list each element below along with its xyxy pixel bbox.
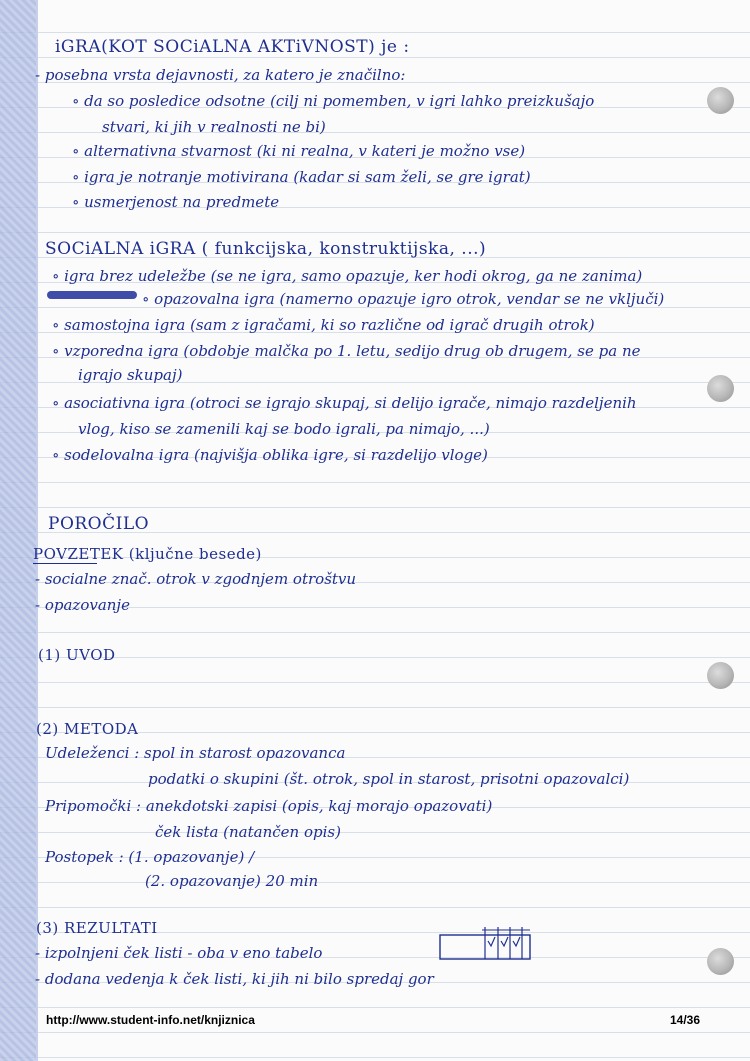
section-metoda: (2) METODA — [36, 720, 139, 738]
note-line: - posebna vrsta dejavnosti, za katero je značilno: — [35, 66, 406, 84]
note-line: - dodana vedenja k ček listi, ki jih ni bilo spredaj gor — [35, 970, 434, 988]
section-rezultati: (3) REZULTATI — [36, 919, 158, 937]
note-line: igrajo skupaj) — [78, 366, 183, 384]
note-line: - opazovanje — [35, 596, 130, 614]
page-edge-strip — [0, 0, 36, 1061]
note-line: ∘ sodelovalna igra (najvišja oblika igre, si razdelijo vloge) — [52, 446, 488, 464]
note-line: ∘ igra brez udeležbe (se ne igra, samo opazuje, ker hodi okrog, ga ne zanima) — [52, 267, 643, 285]
note-line: Udeleženci : spol in starost opazovanca — [45, 744, 346, 762]
punch-hole — [707, 662, 734, 689]
note-line: - socialne znač. otrok v zgodnjem otroštvu — [35, 570, 357, 588]
note-line: vlog, kiso se zamenili kaj se bodo igrali, pa nimajo, ...) — [78, 420, 490, 438]
note-line: ∘ asociativna igra (otroci se igrajo skupaj, si delijo igrače, nimajo razdeljenih — [52, 394, 637, 412]
footer-url[interactable]: http://www.student-info.net/knjiznica — [46, 1013, 255, 1027]
note-line: ∘ da so posledice odsotne (cilj ni pomemben, v igri lahko preizkušajo — [72, 92, 595, 110]
crossed-out-word — [47, 291, 137, 299]
note-line: ∘ samostojna igra (sam z igračami, ki so različne od igrač drugih otrok) — [52, 316, 595, 334]
note-line: - izpolnjeni ček listi - oba v eno tabelo — [35, 944, 323, 962]
heading-socialna-igra: SOCiALNA iGRA ( funkcijska, konstruktijska, ...) — [45, 239, 487, 259]
section-uvod: (1) UVOD — [38, 646, 116, 664]
page-number: 14/36 — [670, 1013, 701, 1027]
section-povzetek: POVZETEK (ključne besede) — [33, 545, 262, 563]
checklist-table-sketch — [438, 927, 534, 961]
note-line: ∘ alternativna stvarnost (ki ni realna, v kateri je možno vse) — [72, 142, 526, 160]
punch-hole — [707, 375, 734, 402]
note-line: stvari, ki jih v realnosti ne bi) — [102, 118, 326, 136]
note-line: ∘ usmerjenost na predmete — [72, 193, 280, 211]
note-line: (2. opazovanje) 20 min — [145, 872, 319, 890]
note-line: ∘ igra je notranje motivirana (kadar si sam želi, se gre igrat) — [72, 168, 531, 186]
note-line: ∘ vzporedna igra (obdobje malčka po 1. letu, sedijo drug ob drugem, se pa ne — [52, 342, 641, 360]
note-line: Postopek : (1. opazovanje) / — [45, 848, 255, 866]
heading-porocilo: POROČILO — [48, 514, 150, 534]
note-line: podatki o skupini (št. otrok, spol in starost, prisotni opazovalci) — [148, 770, 630, 788]
underline — [33, 563, 97, 564]
note-line: ∘ opazovalna igra (namerno opazuje igro otrok, vendar se ne vključi) — [142, 290, 665, 308]
punch-hole — [707, 948, 734, 975]
punch-hole — [707, 87, 734, 114]
note-line: ček lista (natančen opis) — [155, 823, 341, 841]
heading-igra: iGRA(KOT SOCiALNA AKTiVNOST) je : — [55, 37, 410, 57]
note-line: Pripomočki : anekdotski zapisi (opis, kaj morajo opazovati) — [45, 797, 493, 815]
margin-line — [36, 0, 38, 1061]
